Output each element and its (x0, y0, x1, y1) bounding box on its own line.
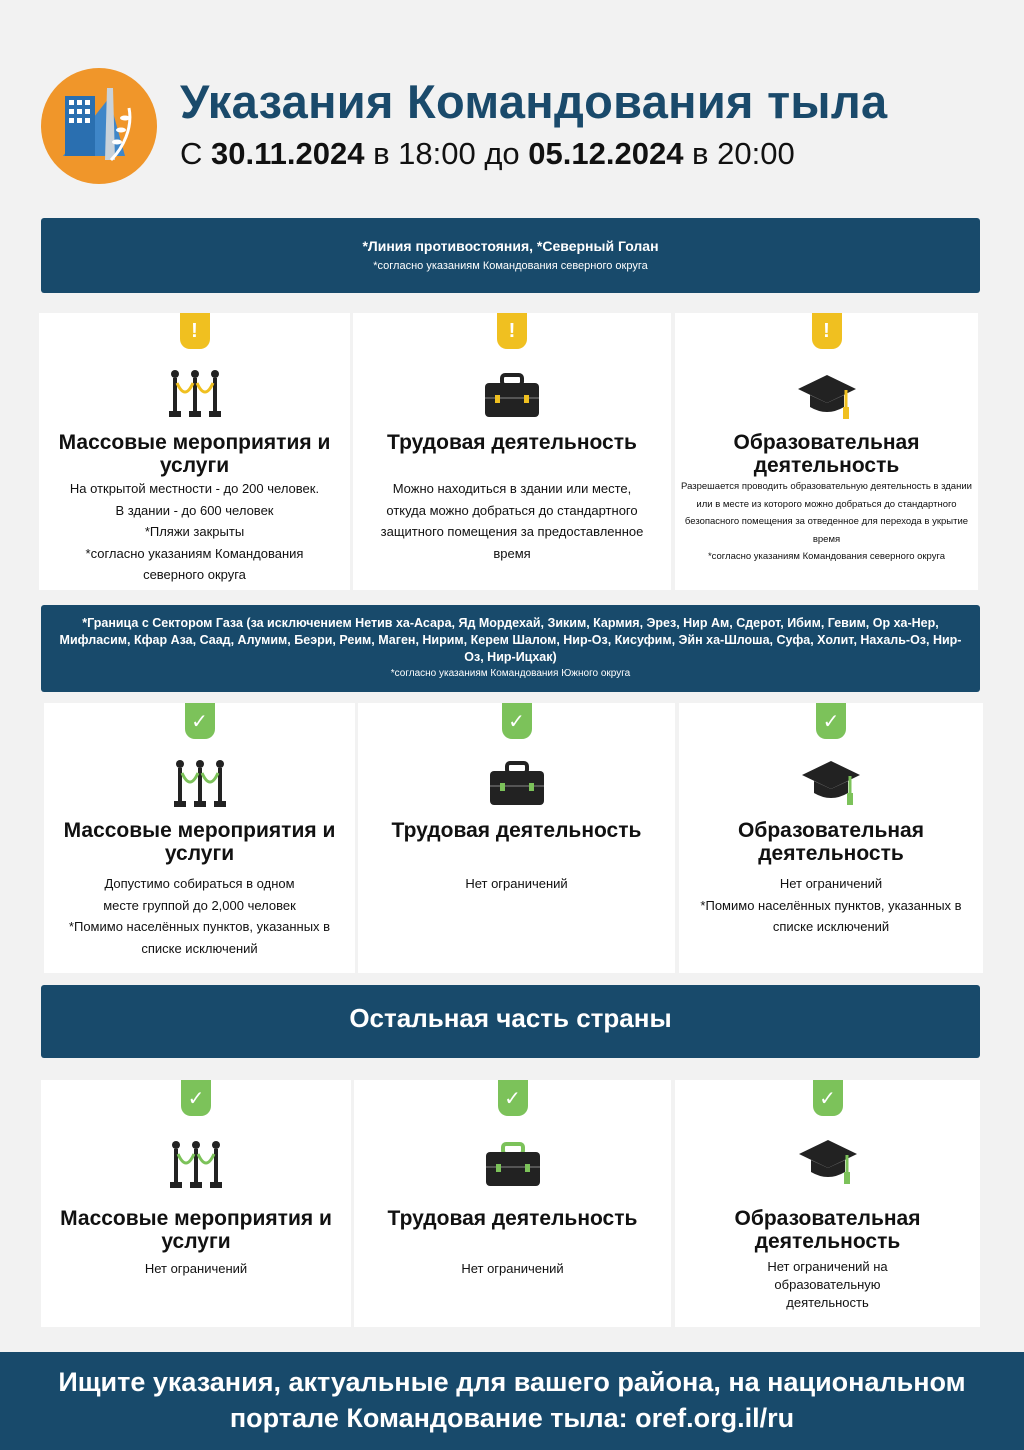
card-line: Нет ограничений (144, 1261, 248, 1276)
card-body (675, 1258, 980, 1312)
card-body (353, 478, 671, 564)
card-line: Нет ограничений (465, 876, 568, 891)
section1-banner-title: *Линия противостояния, *Северный Голан (362, 238, 659, 254)
card-body (41, 1258, 351, 1280)
card-line: Можно находиться в здании или месте, откуда можно добраться до стандартного защитного помещения за предоставленное время (380, 481, 644, 561)
card-body (679, 873, 983, 938)
card-title: Образовательная деятельность (734, 1207, 921, 1253)
to-date: 05.12.2024 (528, 136, 684, 171)
briefcase-icon (484, 1142, 542, 1188)
from-prefix: С (180, 136, 211, 171)
card-title: Трудовая деятельность (387, 1207, 638, 1230)
section2-card-work (358, 703, 675, 973)
section3-banner (41, 985, 980, 1058)
section1-card-work (353, 313, 671, 590)
card-title: Массовые мероприятия и услуги (60, 1207, 332, 1253)
card-title: Трудовая деятельность (387, 431, 637, 454)
card-line: *Помимо населённых пунктов, указанных в списке исключений (700, 897, 962, 934)
card-title: Массовые мероприятия и услуги (63, 819, 336, 865)
page-header (0, 0, 1024, 200)
footer-line-1: Ищите указания, актуальные для вашего района, на национальном (58, 1367, 966, 1397)
card-body (44, 873, 355, 959)
stanchions-icon (172, 759, 228, 809)
card-title: Трудовая деятельность (391, 819, 642, 842)
graduation-cap-icon (797, 1138, 859, 1188)
card-line: *согласно указаниям Командования северного округа (707, 551, 946, 562)
warning-icon: ! (812, 313, 842, 349)
page-title: Указания Командования тыла (180, 75, 888, 128)
section1-banner-note: *согласно указаниям Командования северного округа (373, 260, 648, 272)
card-line: Нет ограничений (461, 1261, 564, 1276)
briefcase-icon (488, 761, 546, 807)
card-body (354, 1258, 671, 1280)
card-line: *Помимо населённых пунктов, указанных в списке исключений (68, 919, 331, 956)
home-front-command-logo (41, 68, 157, 184)
section2-banner (41, 605, 980, 692)
section3-card-work (354, 1080, 671, 1327)
stanchions-icon (168, 1140, 224, 1190)
card-title: Массовые мероприятия и услуги (58, 431, 331, 477)
card-line: Допустимо собираться в одном месте группой до 2,000 человек (103, 876, 296, 913)
warning-icon: ! (180, 313, 210, 349)
warning-icon: ! (497, 313, 527, 349)
checkmark-icon: ✓ (181, 1080, 211, 1116)
checkmark-icon: ✓ (498, 1080, 528, 1116)
briefcase-icon (483, 373, 541, 419)
footer-banner (0, 1352, 1024, 1450)
stanchions-icon (167, 369, 223, 419)
checkmark-icon: ✓ (816, 703, 846, 739)
card-line: Разрешается проводить образовательную деятельность в здании или в месте из которого можно добраться до стандартного безопасного помещения за отведенное для перехода в укрытие время (681, 481, 972, 545)
card-line: В здании - до 600 человек (115, 502, 274, 518)
card-title: Образовательная деятельность (733, 431, 920, 477)
card-body (675, 478, 978, 566)
section3-banner-title: Остальная часть страны (349, 1003, 672, 1033)
from-time: в 18:00 до (364, 136, 529, 171)
section2-card-mass-events (44, 703, 355, 973)
graduation-cap-icon (800, 759, 862, 809)
to-time: в 20:00 (683, 136, 795, 171)
section2-banner-note: *согласно указаниям Командования Южного округа (390, 668, 631, 679)
card-line: Нет ограничений (779, 876, 883, 891)
card-body (39, 478, 350, 586)
checkmark-icon: ✓ (185, 703, 215, 739)
card-line: *согласно указаниям Командования северного округа (85, 545, 304, 582)
date-range (180, 136, 795, 172)
graduation-cap-icon (796, 373, 858, 423)
card-line: Нет ограничений на образовательную деятельность (767, 1259, 888, 1310)
section3-card-education (675, 1080, 980, 1327)
section2-card-education (679, 703, 983, 973)
card-line: *Пляжи закрыты (144, 524, 245, 539)
card-line: На открытой местности - до 200 человек. (69, 481, 320, 496)
section1-banner (41, 218, 980, 293)
section1-card-education (675, 313, 978, 590)
section1-card-mass-events (39, 313, 350, 590)
checkmark-icon: ✓ (502, 703, 532, 739)
section2-banner-title: *Граница с Сектором Газа (за исключением Нетив ха-Асара, Яд Мордехай, Зиким, Кармия, Эрез, Нир Ам, Сдерот, Ибим, Гевим, Ор ха-Нер, Мифласим, Кфар Аза, Саад, Алумим, Беэри, Реим, Маген, Нирим, Керем Шалом, Нир-Оз, Кисуфим, Эйн ха-Шлоша, Суфа, Холит, Нахаль-Оз, Нир-Оз, Нир-Ицхак) (59, 616, 962, 664)
card-body (358, 873, 675, 895)
section3-card-mass-events (41, 1080, 351, 1327)
card-title: Образовательная деятельность (738, 819, 924, 865)
footer-portal-link[interactable]: портале Командование тыла: oref.org.il/ru (229, 1403, 795, 1433)
from-date: 30.11.2024 (211, 136, 365, 171)
checkmark-icon: ✓ (813, 1080, 843, 1116)
